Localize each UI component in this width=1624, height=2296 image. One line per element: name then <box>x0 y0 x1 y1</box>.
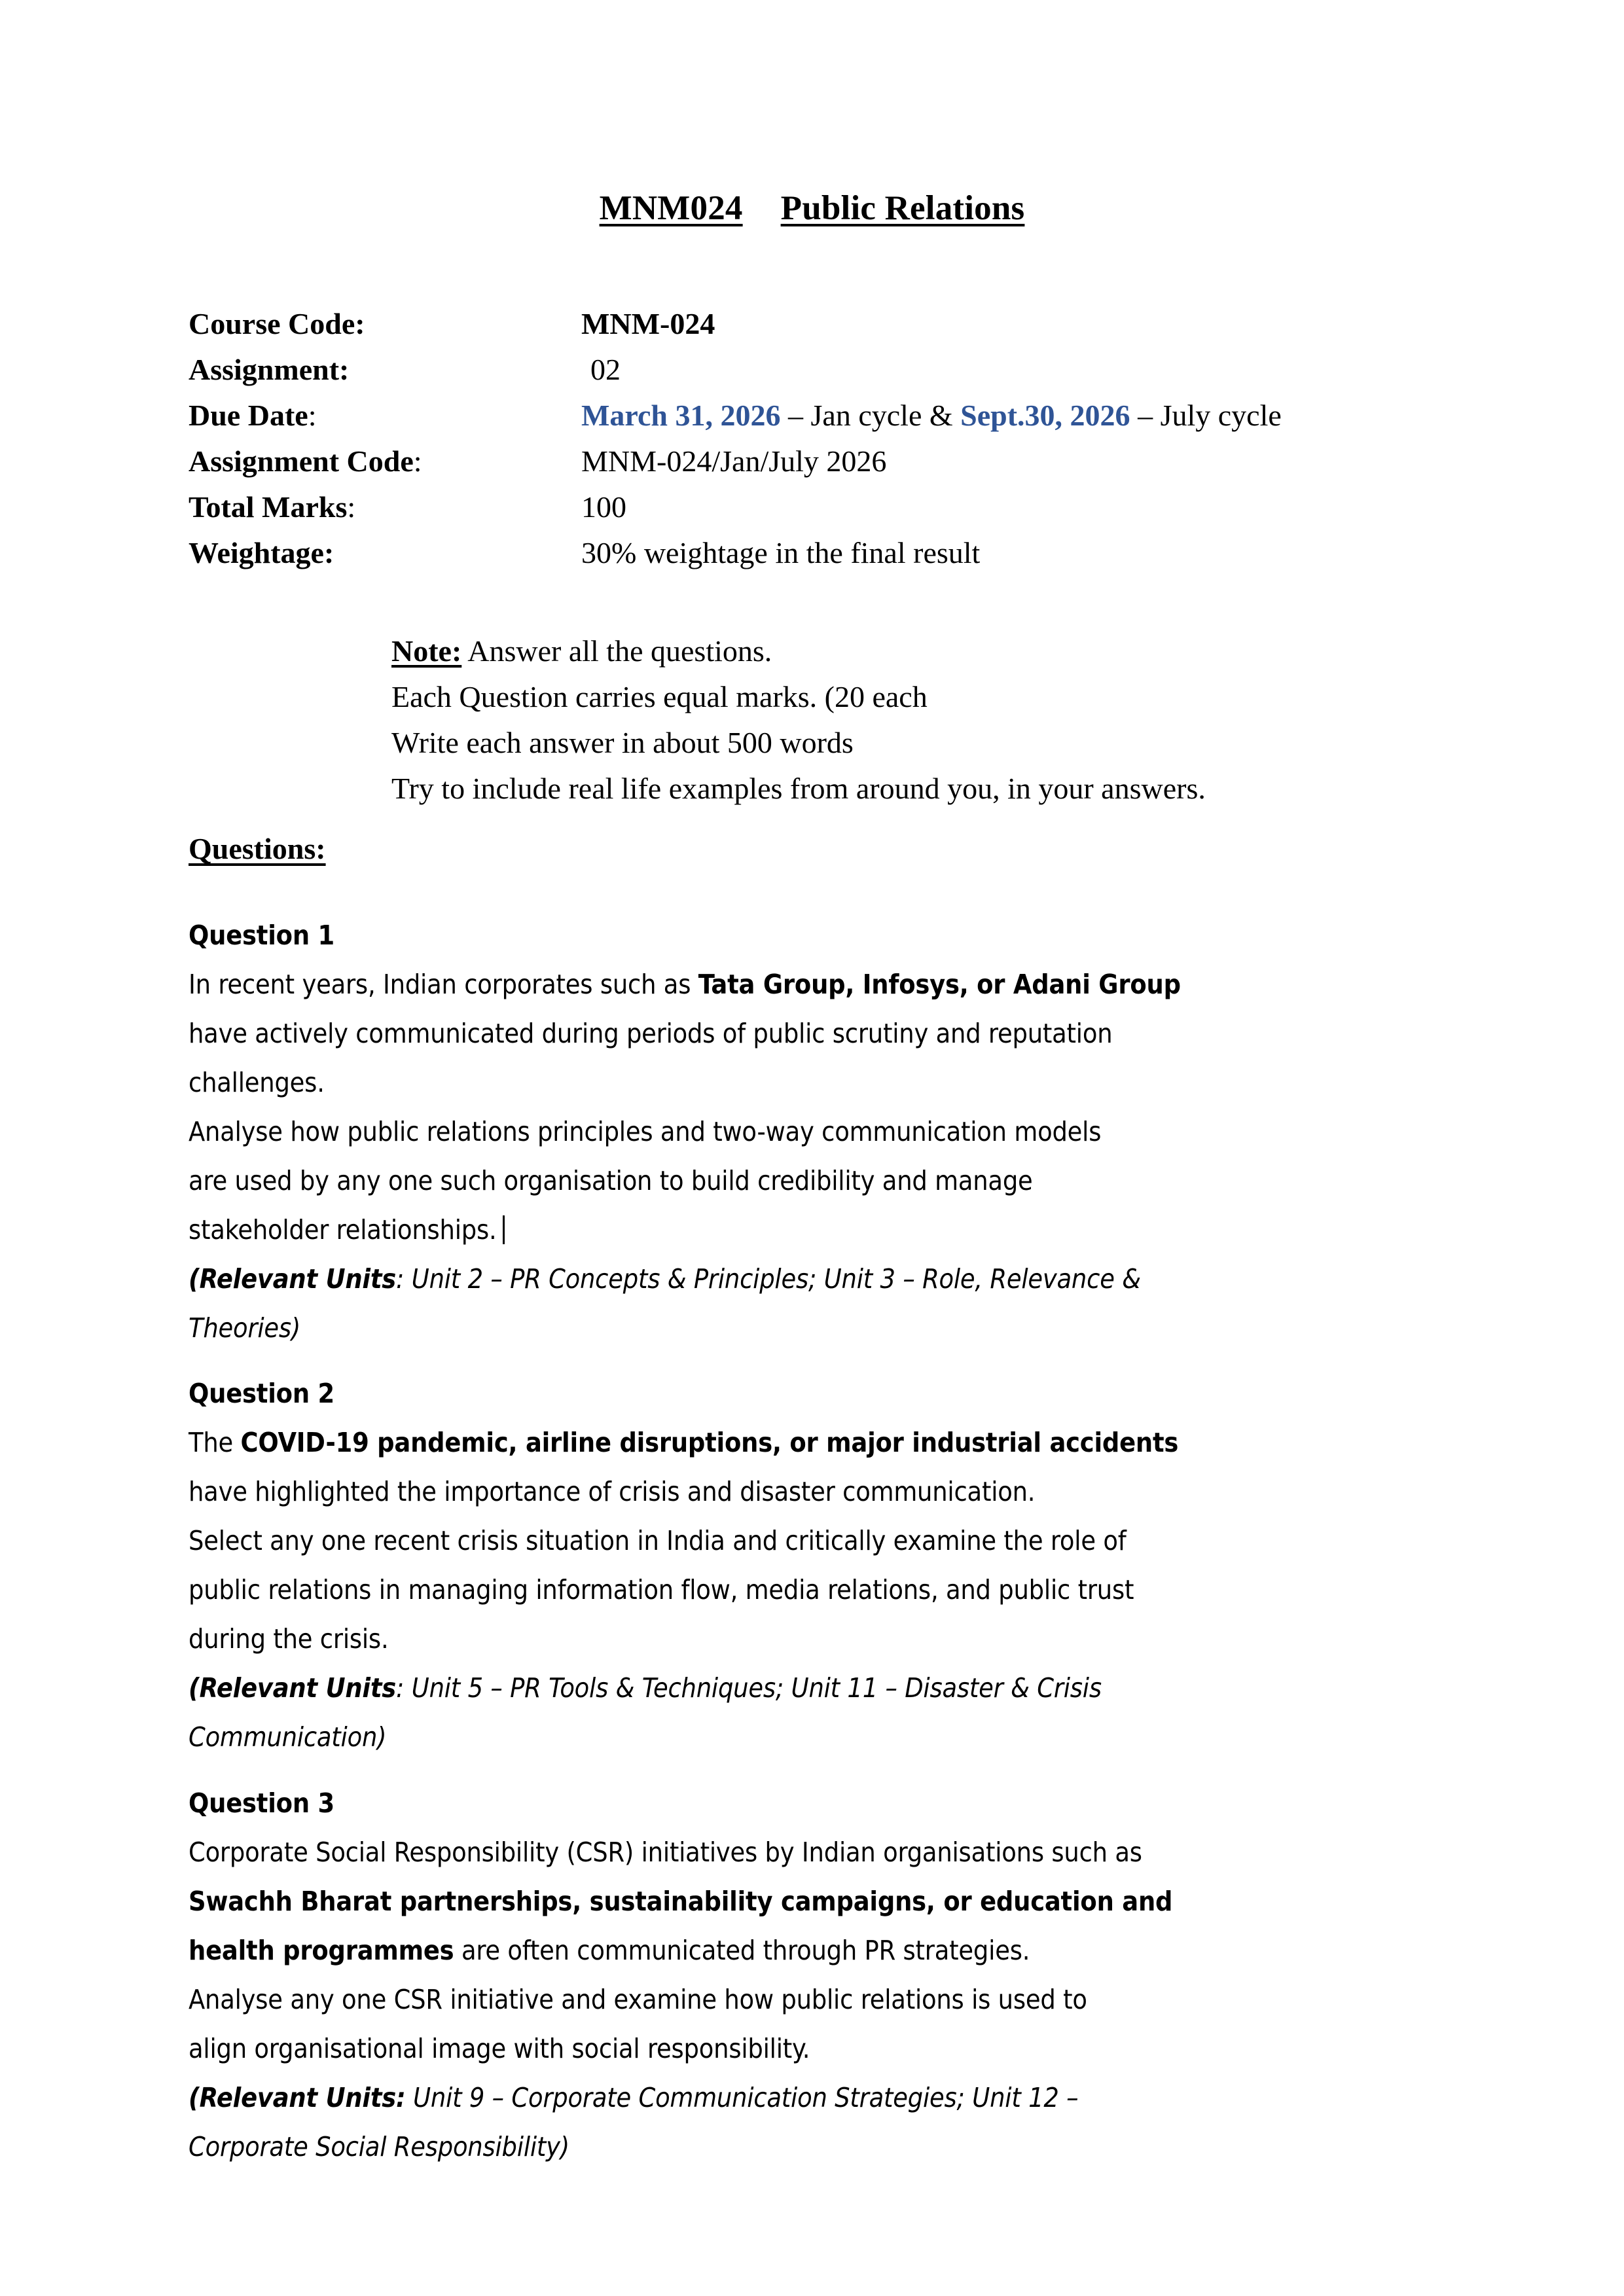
due-date-text: – Jan cycle & <box>780 399 961 432</box>
relevant-units <box>189 2073 1445 2172</box>
meta-row <box>189 439 1498 484</box>
meta-value: MNM-024/Jan/July 2026 <box>581 444 887 478</box>
relevant-units-line: Theories) <box>189 1312 301 1344</box>
question-line <box>189 1418 1445 1467</box>
relevant-units-line: (Relevant Units: Unit 5 – PR Tools & Techniques; Unit 11 – Disaster & Crisis <box>189 1672 1102 1704</box>
title-subject: Public Relations <box>780 189 1025 227</box>
meta-label: Course Code: <box>189 307 365 340</box>
page-title <box>0 188 1624 228</box>
meta-label: Assignment: <box>189 353 350 386</box>
question-line <box>189 1157 1445 1206</box>
question-line <box>189 1975 1445 2024</box>
note-line: Note: Answer all the questions. <box>391 634 772 668</box>
title-course-code: MNM024 <box>599 189 743 227</box>
question-line <box>189 1828 1445 1877</box>
question-heading: Question 3 <box>189 1787 334 1819</box>
relevant-units-line: (Relevant Units: Unit 2 – PR Concepts & Principles; Unit 3 – Role, Relevance & <box>189 1263 1141 1295</box>
question-text: public relations in managing information flow, media relations, and public trust <box>189 1574 1134 1605</box>
meta-value: 30% weightage in the final result <box>581 536 981 569</box>
question-block-3 <box>189 1779 1445 2172</box>
question-body <box>189 1828 1445 2073</box>
question-block-2 <box>189 1369 1445 1762</box>
note-line: Write each answer in about 500 words <box>391 726 854 759</box>
meta-label: Assignment Code: <box>189 444 422 478</box>
meta-label-colon: : <box>308 399 317 432</box>
meta-label: Due Date: <box>189 399 317 432</box>
question-line <box>189 960 1445 1009</box>
question-text: have actively communicated during periods of public scrutiny and reputation <box>189 1018 1113 1049</box>
relevant-units-label: (Relevant Units <box>189 1263 397 1295</box>
question-line <box>189 1615 1445 1664</box>
meta-value: 02 <box>590 353 621 386</box>
question-text: stakeholder relationships. <box>189 1214 497 1246</box>
relevant-units-line: Communication) <box>189 1721 387 1753</box>
question-text: challenges. <box>189 1067 325 1098</box>
question-heading: Question 2 <box>189 1378 334 1409</box>
question-line <box>189 1009 1445 1058</box>
question-emphasis: Swachh Bharat partnerships, sustainability campaigns, or education and <box>189 1886 1173 1917</box>
question-line <box>189 1516 1445 1566</box>
note-line: Each Question carries equal marks. (20 each <box>391 680 928 713</box>
text-cursor-caret <box>503 1215 505 1244</box>
meta-row <box>189 347 1498 393</box>
relevant-units <box>189 1255 1445 1353</box>
meta-row <box>189 530 1498 576</box>
question-text: are often communicated through PR strategies. <box>454 1935 1030 1966</box>
note-block <box>391 628 1504 812</box>
meta-row <box>189 393 1498 439</box>
question-text: Analyse any one CSR initiative and examine how public relations is used to <box>189 1984 1087 2015</box>
question-line <box>189 2024 1445 2073</box>
question-text: align organisational image with social responsibility. <box>189 2033 810 2064</box>
question-heading: Question 1 <box>189 920 334 951</box>
question-text: during the crisis. <box>189 1623 389 1655</box>
meta-label: Weightage: <box>189 536 334 569</box>
question-text: have highlighted the importance of crisis and disaster communication. <box>189 1476 1036 1507</box>
assignment-meta-block <box>189 301 1498 576</box>
meta-label-colon: : <box>413 444 422 478</box>
relevant-units-label: (Relevant Units <box>189 1672 397 1704</box>
question-emphasis: health programmes <box>189 1935 454 1966</box>
question-text: Corporate Social Responsibility (CSR) initiatives by Indian organisations such as <box>189 1837 1142 1868</box>
question-line <box>189 1206 1445 1255</box>
question-emphasis: COVID-19 pandemic, airline disruptions, or major industrial accidents <box>240 1427 1179 1458</box>
question-text: The <box>189 1427 241 1458</box>
question-body <box>189 960 1445 1255</box>
question-block-1 <box>189 911 1445 1353</box>
due-date-highlight: March 31, 2026 <box>581 399 781 432</box>
relevant-units <box>189 1664 1445 1762</box>
meta-row <box>189 484 1498 530</box>
question-line <box>189 1107 1445 1157</box>
meta-value: 100 <box>581 490 626 524</box>
meta-label: Total Marks: <box>189 490 356 524</box>
question-line <box>189 1058 1445 1107</box>
meta-label-colon: : <box>347 490 356 524</box>
due-date-text: – July cycle <box>1130 399 1282 432</box>
note-keyword: Note: <box>391 634 462 668</box>
question-line <box>189 1467 1445 1516</box>
question-body <box>189 1418 1445 1664</box>
relevant-units-line: Corporate Social Responsibility) <box>189 2131 569 2162</box>
questions-heading: Questions: <box>189 832 326 865</box>
question-text: Analyse how public relations principles and two-way communication models <box>189 1116 1102 1147</box>
question-text: are used by any one such organisation to build credibility and manage <box>189 1165 1033 1196</box>
question-line <box>189 1566 1445 1615</box>
question-text: In recent years, Indian corporates such as <box>189 969 698 1000</box>
meta-value: MNM-024 <box>581 307 715 340</box>
relevant-units-label: (Relevant Units: <box>189 2082 406 2113</box>
relevant-units-line: (Relevant Units: Unit 9 – Corporate Communication Strategies; Unit 12 – <box>189 2082 1079 2113</box>
meta-row <box>189 301 1498 347</box>
question-text: Select any one recent crisis situation in India and critically examine the role of <box>189 1525 1127 1556</box>
note-line: Try to include real life examples from around you, in your answers. <box>391 772 1206 805</box>
meta-value <box>581 393 1282 439</box>
question-line <box>189 1877 1445 1926</box>
question-line <box>189 1926 1445 1975</box>
question-emphasis: Tata Group, Infosys, or Adani Group <box>698 969 1181 1000</box>
due-date-highlight: Sept.30, 2026 <box>960 399 1130 432</box>
